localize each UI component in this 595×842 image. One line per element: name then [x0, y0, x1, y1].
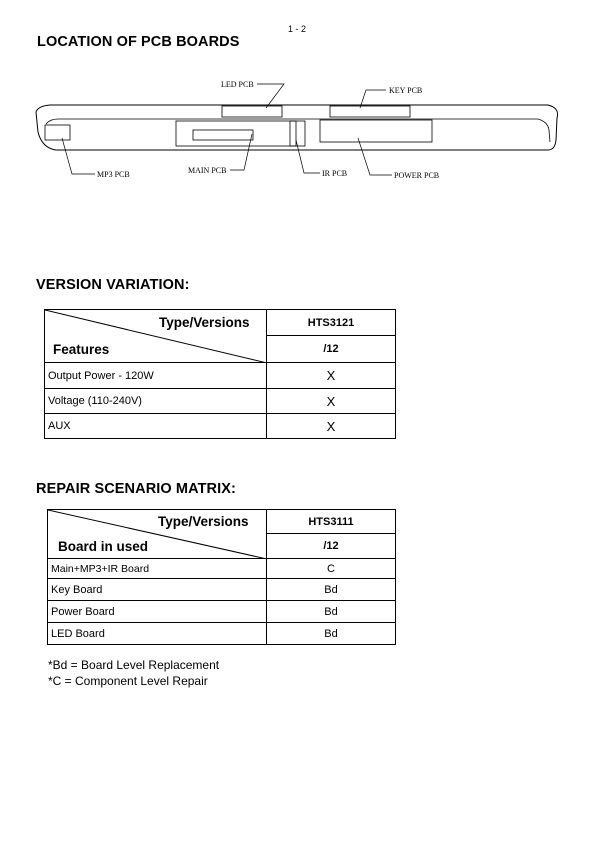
row-label: Power Board — [48, 601, 267, 623]
repair-model: HTS3111 — [267, 510, 396, 534]
led-pcb-label: LED PCB — [221, 80, 254, 89]
row-value: C — [267, 559, 396, 579]
repair-header-corner — [48, 510, 267, 559]
version-header-type: Type/Versions — [159, 315, 250, 330]
mp3-pcb-label: MP3 PCB — [97, 170, 130, 179]
mp3-pcb-shape — [45, 125, 70, 140]
key-pcb-shape — [330, 106, 410, 117]
key-pcb-label: KEY PCB — [389, 86, 423, 95]
location-title: LOCATION OF PCB BOARDS — [37, 34, 240, 50]
row-value: Bd — [267, 623, 396, 645]
row-label: Main+MP3+IR Board — [48, 559, 267, 579]
row-label: Voltage (110-240V) — [45, 389, 267, 414]
version-suffix: /12 — [267, 336, 396, 363]
table-row — [45, 363, 396, 389]
row-value: Bd — [267, 579, 396, 601]
table-row — [48, 601, 396, 623]
row-value: Bd — [267, 601, 396, 623]
repair-header-board: Board in used — [58, 539, 149, 554]
led-pcb-shape — [222, 106, 282, 117]
row-value: X — [267, 414, 396, 439]
version-header-corner — [45, 310, 267, 363]
ir-pcb-label: IR PCB — [322, 169, 348, 178]
power-pcb-shape — [320, 120, 432, 142]
version-variation-table — [44, 309, 396, 439]
table-row — [45, 414, 396, 439]
ir-pcb-shape — [290, 121, 305, 146]
note-bd: *Bd = Board Level Replacement — [48, 658, 220, 672]
main-pcb-shape — [176, 121, 296, 146]
repair-matrix-title: REPAIR SCENARIO MATRIX: — [36, 481, 236, 497]
version-model: HTS3121 — [267, 310, 396, 336]
table-row — [48, 579, 396, 601]
repair-matrix-table — [47, 509, 396, 645]
version-variation-title: VERSION VARIATION: — [36, 277, 190, 293]
page-number: 1 - 2 — [288, 24, 307, 34]
row-label: LED Board — [48, 623, 267, 645]
table-row — [48, 559, 396, 579]
note-c: *C = Component Level Repair — [48, 674, 208, 688]
row-value: X — [267, 389, 396, 414]
row-label: AUX — [45, 414, 267, 439]
power-pcb-label: POWER PCB — [394, 171, 440, 180]
repair-suffix: /12 — [267, 534, 396, 559]
pcb-location-diagram — [0, 0, 595, 200]
table-row — [48, 623, 396, 645]
main-pcb-label: MAIN PCB — [188, 166, 227, 175]
row-value: X — [267, 363, 396, 389]
row-label: Output Power - 120W — [45, 363, 267, 389]
version-header-features: Features — [53, 342, 110, 357]
repair-header-type: Type/Versions — [158, 514, 249, 529]
table-row — [45, 389, 396, 414]
row-label: Key Board — [48, 579, 267, 601]
